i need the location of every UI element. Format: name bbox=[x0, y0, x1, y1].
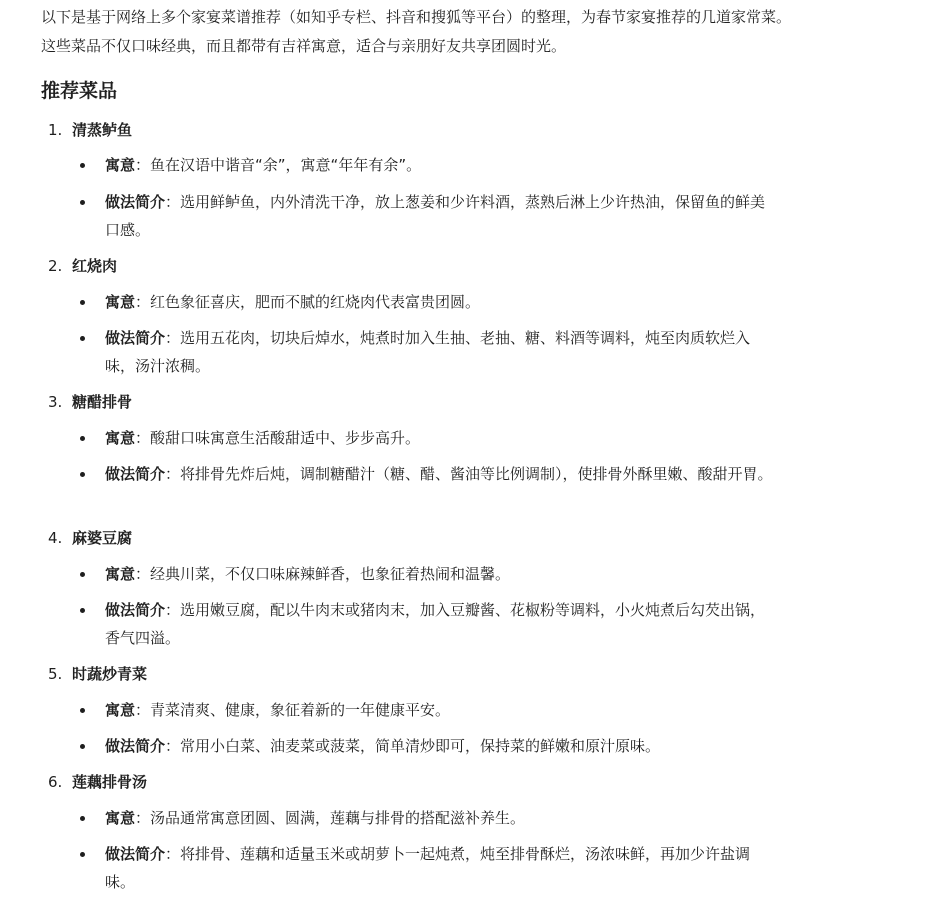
method-label: 做法简介 bbox=[105, 737, 166, 755]
meaning-text: ：汤品通常寓意团圆、圆满，莲藕与排骨的搭配滋补养生。 bbox=[135, 809, 526, 827]
bullet-icon bbox=[80, 608, 85, 613]
bullet-icon bbox=[80, 436, 85, 441]
method-text: ：选用嫩豆腐，配以牛肉末或猪肉末，加入豆瓣酱、花椒粉等调料，小火炖煮后勾芡出锅，香气四溢。 bbox=[105, 601, 766, 647]
dish-title bbox=[48, 770, 147, 794]
dish-name: 时蔬炒青菜 bbox=[72, 665, 148, 683]
dish-number: 3. bbox=[48, 393, 63, 411]
list-item-method bbox=[80, 188, 780, 244]
list-item-method bbox=[80, 596, 780, 652]
list-item-meaning bbox=[80, 696, 780, 724]
dish-name: 莲藕排骨汤 bbox=[72, 773, 148, 791]
meaning-label: 寓意 bbox=[105, 809, 136, 827]
list-item-method bbox=[80, 324, 780, 380]
meaning-text: ：鱼在汉语中谐音“余”，寓意“年年有余”。 bbox=[135, 156, 422, 174]
meaning-label: 寓意 bbox=[105, 701, 136, 719]
bullet-icon bbox=[80, 472, 85, 477]
bullet-icon bbox=[80, 200, 85, 205]
dish-number: 4. bbox=[48, 529, 63, 547]
method-text: ：常用小白菜、油麦菜或菠菜，简单清炒即可，保持菜的鲜嫩和原汁原味。 bbox=[165, 737, 661, 755]
dish-title bbox=[48, 390, 132, 414]
list-item-meaning bbox=[80, 560, 780, 588]
method-label: 做法简介 bbox=[105, 329, 166, 347]
bullet-icon bbox=[80, 336, 85, 341]
meaning-text: ：经典川菜，不仅口味麻辣鲜香，也象征着热闹和温馨。 bbox=[135, 565, 511, 583]
dish-number: 2. bbox=[48, 257, 63, 275]
dish-name: 红烧肉 bbox=[72, 257, 118, 275]
meaning-text: ：青菜清爽、健康，象征着新的一年健康平安。 bbox=[135, 701, 451, 719]
dish-name: 麻婆豆腐 bbox=[72, 529, 133, 547]
bullet-icon bbox=[80, 300, 85, 305]
dish-number: 5. bbox=[48, 665, 63, 683]
bullet-icon bbox=[80, 163, 85, 168]
dish-name: 糖醋排骨 bbox=[72, 393, 133, 411]
list-item-meaning bbox=[80, 424, 780, 452]
dish-title bbox=[48, 526, 132, 550]
method-label: 做法简介 bbox=[105, 465, 166, 483]
method-text: ：将排骨、莲藕和适量玉米或胡萝卜一起炖煮，炖至排骨酥烂，汤浓味鲜，再加少许盐调味。 bbox=[105, 845, 751, 891]
section-heading: 推荐菜品 bbox=[41, 80, 118, 102]
bullet-icon bbox=[80, 816, 85, 821]
bullet-icon bbox=[80, 708, 85, 713]
bullet-icon bbox=[80, 572, 85, 577]
dish-number: 1. bbox=[48, 121, 63, 139]
meaning-label: 寓意 bbox=[105, 156, 136, 174]
meaning-label: 寓意 bbox=[105, 429, 136, 447]
dish-title bbox=[48, 254, 117, 278]
dish-title bbox=[48, 118, 132, 142]
intro-paragraph: 以下是基于网络上多个家宴菜谱推荐（如知乎专栏、抖音和搜狐等平台）的整理，为春节家宴推荐的几道家常菜。这些菜品不仅口味经典，而且都带有吉祥寓意，适合与亲朋好友共享团圆时光。 bbox=[41, 8, 792, 55]
list-item-meaning bbox=[80, 288, 780, 316]
bullet-icon bbox=[80, 744, 85, 749]
dish-name: 清蒸鲈鱼 bbox=[72, 121, 133, 139]
bullet-icon bbox=[80, 852, 85, 857]
method-label: 做法简介 bbox=[105, 845, 166, 863]
meaning-text: ：红色象征喜庆，肥而不腻的红烧肉代表富贵团圆。 bbox=[135, 293, 481, 311]
method-text: ：选用五花肉，切块后焯水，炖煮时加入生抽、老抽、糖、料酒等调料，炖至肉质软烂入味，汤汁浓稠。 bbox=[105, 329, 751, 375]
list-item-meaning bbox=[80, 151, 780, 179]
dish-number: 6. bbox=[48, 773, 63, 791]
method-text: ：选用鲜鲈鱼，内外清洗干净，放上葱姜和少许料酒，蒸熟后淋上少许热油，保留鱼的鲜美口感。 bbox=[105, 193, 766, 239]
method-label: 做法简介 bbox=[105, 193, 166, 211]
meaning-text: ：酸甜口味寓意生活酸甜适中、步步高升。 bbox=[135, 429, 421, 447]
list-item-meaning bbox=[80, 804, 780, 832]
list-item-method bbox=[80, 732, 780, 760]
method-label: 做法简介 bbox=[105, 601, 166, 619]
meaning-label: 寓意 bbox=[105, 293, 136, 311]
method-text: ：将排骨先炸后炖，调制糖醋汁（糖、醋、酱油等比例调制），使排骨外酥里嫩、酸甜开胃。 bbox=[165, 465, 773, 483]
dish-title bbox=[48, 662, 147, 686]
meaning-label: 寓意 bbox=[105, 565, 136, 583]
list-item-method bbox=[80, 840, 780, 896]
list-item-method bbox=[80, 460, 780, 488]
